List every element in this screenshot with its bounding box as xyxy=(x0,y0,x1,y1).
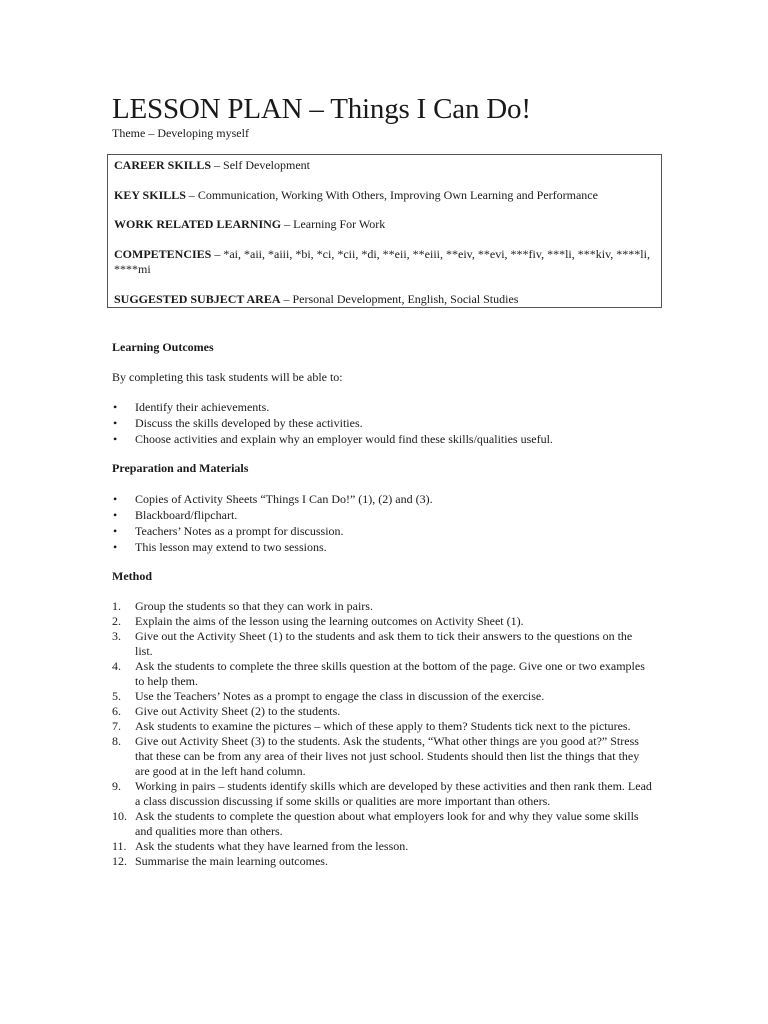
key-skills-value: – Communication, Working With Others, Improving Own Learning and Performance xyxy=(185,188,598,202)
method-step xyxy=(112,704,652,719)
career-skills-label: CAREER SKILLS xyxy=(114,158,212,172)
list-item: • This lesson may extend to two sessions. xyxy=(113,540,327,554)
method-heading: Method xyxy=(112,569,152,583)
bullet-icon: • xyxy=(113,432,118,446)
step-number: 6. xyxy=(112,704,121,718)
method-step xyxy=(112,734,652,779)
method-step xyxy=(112,689,652,704)
list-item: • Blackboard/flipchart. xyxy=(113,508,238,522)
bullet-icon: • xyxy=(113,540,118,554)
list-item: • Discuss the skills developed by these activities. xyxy=(113,416,363,430)
list-item: • Teachers’ Notes as a prompt for discussion. xyxy=(113,524,344,538)
method-steps-list xyxy=(112,599,652,869)
step-text: Group the students so that they can work in pairs. xyxy=(135,599,373,613)
method-step xyxy=(112,719,652,734)
learning-outcomes-heading: Learning Outcomes xyxy=(112,340,214,354)
subject-area-line xyxy=(114,292,654,307)
method-step xyxy=(112,779,652,809)
step-text: Ask students to examine the pictures – which of these apply to them? Students tick next to the pictures. xyxy=(135,719,631,733)
step-number: 5. xyxy=(112,689,121,703)
step-number: 2. xyxy=(112,614,121,628)
key-skills-line xyxy=(114,188,654,203)
list-item: • Identify their achievements. xyxy=(113,400,270,414)
step-text: Ask the students what they have learned from the lesson. xyxy=(135,839,409,853)
method-step xyxy=(112,599,652,614)
subject-area-value: – Personal Development, English, Social Studies xyxy=(280,292,519,306)
work-related-learning-value: – Learning For Work xyxy=(281,217,386,231)
step-text: Use the Teachers’ Notes as a prompt to engage the class in discussion of the exercise. xyxy=(135,689,545,703)
skills-summary-box xyxy=(107,154,662,308)
step-text: Ask the students to complete the question about what employers look for and why they value some skills and qualities more than others. xyxy=(135,809,639,838)
step-text: Give out Activity Sheet (3) to the students. Ask the students, “What other things are you good at?” Stress that these can be from any area of their lives not just school. Students should then list the things that they are good at in the left hand column. xyxy=(135,734,640,778)
step-number: 12. xyxy=(112,854,127,868)
competencies-line xyxy=(114,247,654,277)
step-text: Give out the Activity Sheet (1) to the students and ask them to tick their answers to the questions on the list. xyxy=(135,629,633,658)
step-number: 11. xyxy=(112,839,127,853)
method-step xyxy=(112,659,652,689)
method-step xyxy=(112,614,652,629)
competencies-value: – *ai, *aii, *aiii, *bi, *ci, *cii, *di, **eii, **eiii, **eiv, **evi, ***fiv, ***li, ***kiv, ****li, ****mi xyxy=(114,247,650,276)
bullet-icon: • xyxy=(113,400,118,414)
bullet-icon: • xyxy=(113,524,118,538)
competencies-label: COMPETENCIES xyxy=(114,247,212,261)
step-number: 1. xyxy=(112,599,121,613)
step-number: 3. xyxy=(112,629,121,643)
bullet-icon: • xyxy=(113,416,118,430)
work-related-learning-label: WORK RELATED LEARNING xyxy=(114,217,282,231)
method-step xyxy=(112,809,652,839)
method-step xyxy=(112,854,652,869)
learning-outcomes-list xyxy=(112,399,553,447)
step-text: Explain the aims of the lesson using the learning outcomes on Activity Sheet (1). xyxy=(135,614,524,628)
preparation-heading: Preparation and Materials xyxy=(112,461,249,475)
step-text: Summarise the main learning outcomes. xyxy=(135,854,328,868)
step-text: Give out Activity Sheet (2) to the students. xyxy=(135,704,341,718)
career-skills-value: – Self Development xyxy=(211,158,311,172)
learning-outcomes-intro: By completing this task students will be able to: xyxy=(112,370,343,384)
career-skills-line xyxy=(114,158,654,173)
method-step xyxy=(112,629,652,659)
step-number: 7. xyxy=(112,719,121,733)
step-text: Ask the students to complete the three skills question at the bottom of the page. Give one or two examples to help them. xyxy=(135,659,645,688)
bullet-icon: • xyxy=(113,492,118,506)
work-related-learning-line xyxy=(114,217,654,232)
preparation-list xyxy=(112,491,433,555)
list-item: • Choose activities and explain why an employer would find these skills/qualities useful. xyxy=(113,432,553,446)
step-text: Working in pairs – students identify skills which are developed by these activities and then rank them. Lead a class discussion discussing if some skills or qualities are more important than others. xyxy=(135,779,652,808)
bullet-icon: • xyxy=(113,508,118,522)
step-number: 10. xyxy=(112,809,127,823)
page-title: LESSON PLAN – Things I Can Do! xyxy=(112,93,531,125)
key-skills-label: KEY SKILLS xyxy=(114,188,186,202)
method-step xyxy=(112,839,652,854)
list-item: • Copies of Activity Sheets “Things I Can Do!” (1), (2) and (3). xyxy=(113,492,433,506)
step-number: 8. xyxy=(112,734,121,748)
subject-area-label: SUGGESTED SUBJECT AREA xyxy=(114,292,281,306)
step-number: 9. xyxy=(112,779,121,793)
step-number: 4. xyxy=(112,659,121,673)
theme-line: Theme – Developing myself xyxy=(112,126,249,140)
